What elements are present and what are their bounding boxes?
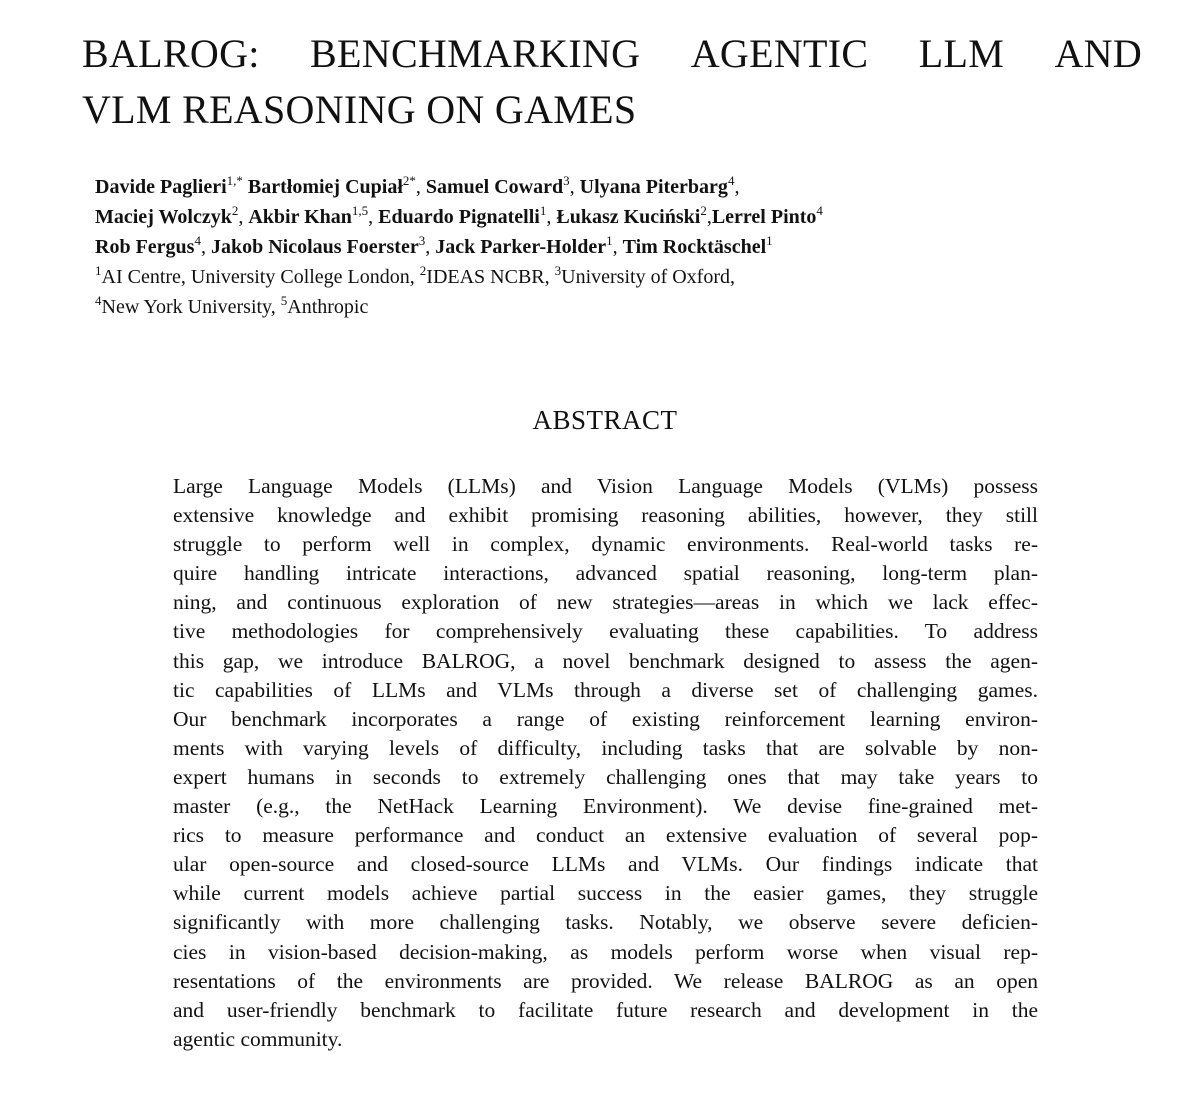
author-name: Akbir Khan — [248, 206, 352, 228]
abstract-line: ning, and continuous exploration of new strategies—areas in which we lack effec- — [173, 590, 1038, 615]
author-name: Łukasz Kuciński — [556, 206, 701, 228]
author-affiliation-mark: 1,5 — [351, 203, 369, 218]
author-block — [95, 172, 1095, 322]
author-name: Samuel Coward — [425, 176, 564, 198]
abstract-line: rics to measure performance and conduct an extensive evaluation of several pop- — [173, 823, 1038, 848]
author-affiliation-mark: 2 — [700, 203, 707, 218]
abstract-line: ments with varying levels of difficulty, including tasks that are solvable by non- — [173, 735, 1038, 760]
author-affiliation-mark: 1,* — [226, 173, 243, 188]
abstract-line: and user-friendly benchmark to facilitate future research and development in the — [173, 997, 1038, 1022]
abstract-line: tic capabilities of LLMs and VLMs through a diverse set of challenging games. — [173, 677, 1038, 702]
abstract-line: ular open-source and closed-source LLMs and VLMs. Our findings indicate that — [173, 852, 1038, 877]
abstract-line: this gap, we introduce BALROG, a novel benchmark designed to assess the agen- — [173, 648, 1038, 673]
author-affiliation-mark: 3 — [563, 173, 570, 188]
paper-title-line-1: BALROG: BENCHMARKING AGENTIC LLM AND — [82, 31, 1143, 76]
author-affiliation-mark: 2* — [402, 173, 416, 188]
author-name: Ulyana Piterbarg — [579, 176, 728, 198]
abstract-line: quire handling intricate interactions, advanced spatial reasoning, long-term plan- — [173, 561, 1038, 586]
abstract-line: Large Language Models (LLMs) and Vision Language Models (VLMs) possess — [173, 474, 1038, 498]
author-affiliation-mark: 1 — [539, 203, 547, 218]
abstract-body — [173, 472, 1038, 1054]
paper-title — [82, 26, 1142, 138]
abstract-line: struggle to perform well in complex, dynamic environments. Real-world tasks re- — [173, 532, 1038, 557]
author-affiliation-mark: 4 — [816, 203, 823, 218]
author-affiliation-mark: 1 — [766, 233, 773, 248]
abstract-line: extensive knowledge and exhibit promising reasoning abilities, however, they still — [173, 503, 1038, 528]
author-affiliation-mark: 3 — [418, 233, 426, 248]
author-line: Maciej Wolczyk$^2$, Akbir Khan$^{1,5}$, Eduardo Pignatelli$^1$, Łukasz Kuciński$^2$,Lerrel Pinto$^4$ — [95, 203, 823, 228]
author-name: Jack Parker-Holder — [435, 236, 607, 258]
author-affiliation-mark: 4 — [727, 173, 735, 188]
abstract-line: significantly with more challenging tasks. Notably, we observe severe deficien- — [173, 910, 1038, 935]
author-name: Jakob Nicolaus Foerster — [210, 236, 419, 258]
author-name: Maciej Wolczyk — [95, 206, 232, 228]
abstract-heading: ABSTRACT — [532, 405, 678, 435]
affiliation-line: $^4$New York University, $^5$Anthropic — [95, 293, 369, 318]
author-affiliation-mark: 4 — [194, 233, 201, 248]
abstract-line: while current models achieve partial success in the easier games, they struggle — [173, 881, 1038, 906]
abstract-line: cies in vision-based decision-making, as models perform worse when visual rep- — [173, 939, 1038, 964]
author-affiliation-mark: 2 — [231, 203, 239, 218]
affiliation-line: $^1$AI Centre, University College London, $^2$IDEAS NCBR, $^3$University of Oxford, — [95, 263, 735, 288]
author-name: Lerrel Pinto — [711, 206, 817, 228]
abstract-line: master (e.g., the NetHack Learning Environment). We devise fine-grained met- — [173, 794, 1038, 819]
author-name: Rob Fergus — [95, 236, 195, 258]
paper-title-line-2: VLM REASONING ON GAMES — [82, 87, 637, 132]
abstract-line: Our benchmark incorporates a range of existing reinforcement learning environ- — [173, 706, 1038, 731]
author-name: Tim Rocktäschel — [622, 236, 767, 258]
abstract-line: resentations of the environments are provided. We release BALROG as an open — [173, 968, 1038, 993]
author-affiliation-mark: 1 — [606, 233, 613, 248]
abstract-line: tive methodologies for comprehensively evaluating these capabilities. To address — [173, 619, 1038, 644]
author-name: Davide Paglieri — [95, 176, 227, 198]
author-name: Eduardo Pignatelli — [378, 206, 540, 228]
author-line: Rob Fergus$^4$, Jakob Nicolaus Foerster$^3$, Jack Parker-Holder$^1$, Tim Rocktäschel$^1$ — [95, 233, 773, 258]
author-line: Davide Paglieri$^{1,*}$ Bartłomiej Cupiał$^{2*}$, Samuel Coward$^3$, Ulyana Piterbarg$^4$, — [95, 173, 740, 198]
abstract-line: expert humans in seconds to extremely challenging ones that may take years to — [173, 764, 1038, 789]
abstract-line: agentic community. — [173, 1026, 343, 1051]
author-name: Bartłomiej Cupiał — [247, 176, 403, 198]
